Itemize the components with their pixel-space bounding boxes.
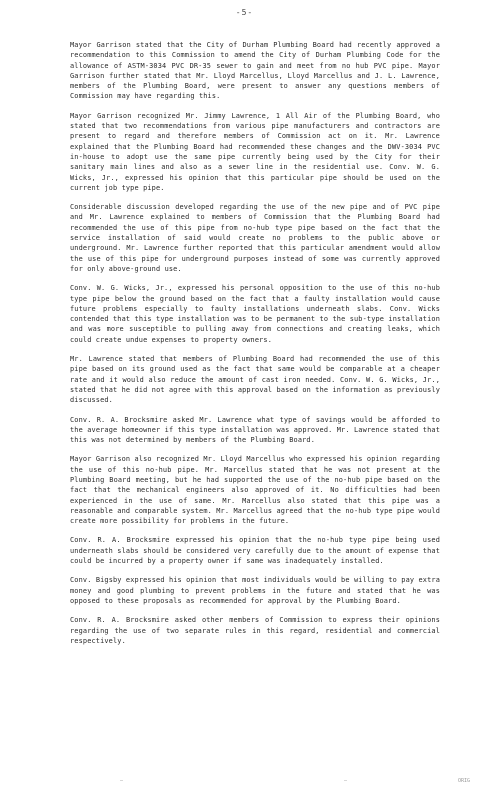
paragraph: Conv. Bigsby expressed his opinion that most individuals would be willing to pay extra money and good plumbing to prevent problems in the future and stated that he was opposed to these proposals as recommended for approval by the Plumbing Board. bbox=[70, 576, 440, 605]
paragraph: Mayor Garrison stated that the City of Durham Plumbing Board had recently approved a recommendation to this Commission to amend the City of Durham Plumbing Code for the allowance of ASTM-3034 PVC DR-35 sewer to gain and meet from no hub PVC pipe. Mayor Garrison further stated that Mr. Lloyd Marcellus, Lloyd Marcellus and J. L. Lawrence, members of the Plumbing Board, were present to answer any questions members of Commission may have regarding this. bbox=[70, 41, 440, 101]
document-body bbox=[70, 40, 440, 655]
paragraph: Mayor Garrison recognized Mr. Jimmy Lawrence, 1 All Air of the Plumbing Board, who stated that two recommendations from various pipe manufacturers and contractors are present to regard and therefore members of Commission act on it. Mr. Lawrence explained that the Plumbing Board had recommended these changes and the DWV-3034 PVC in-house to adopt use the same pipe currently being used by the City for their sanitary main lines and also as a sewer line in the residential use. Conv. W. G. Wicks, Jr., expressed his opinion that this particular pipe should be used on the current job type pipe. bbox=[70, 111, 440, 192]
paragraph: Mayor Garrison also recognized Mr. Lloyd Marcellus who expressed his opinion regarding the use of this no-hub pipe. Mr. Marcellus stated that he was not present at the Plumbing Board meeting, but he had supported the use of the no-hub pipe based on the fact that the mechanical engineers also approved of it. No difficulties had been experienced in the use of same. Mr. Marcellus also stated that this pipe was a reasonable and comparable system. Mr. Marcellus agreed that the no-hub type pipe would create more possibility for problems in the future. bbox=[70, 455, 440, 526]
footer-mark-center: — bbox=[344, 778, 348, 784]
footer-mark-right: ORIG bbox=[458, 778, 471, 784]
footer-mark-left: — bbox=[120, 778, 124, 784]
footer-marks bbox=[0, 778, 489, 790]
page-number: -5- bbox=[235, 8, 254, 17]
paragraph: Conv. R. A. Brocksmire asked Mr. Lawrence what type of savings would be afforded to the average homeowner if this type installation was approved. Mr. Lawrence stated that this was not determined by members of the Plumbing Board. bbox=[70, 415, 440, 445]
paragraph: Mr. Lawrence stated that members of Plumbing Board had recommended the use of this pipe based on its ground used as the fact that same would be comparable at a cheaper rate and it would also reduce the amount of cast iron needed. Conv. W. G. Wicks, Jr., stated that he did not agree with this approval based on the information as previously discussed. bbox=[70, 355, 440, 405]
paragraph: Conv. R. A. Brocksmire asked other members of Commission to express their opinions regarding the use of two separate rules in this regard, residential and commercial respectively. bbox=[70, 616, 440, 645]
paragraph: Considerable discussion developed regarding the use of the new pipe and of PVC pipe and Mr. Lawrence explained to members of Commission that the Plumbing Board had recommended the use of this pipe from no-hub type pipe based on the fact that the service installation of said would create no problems to the public above or underground. Mr. Lawrence further reported that this particular amendment would allow the use of this pipe for underground purposes instead of some was currently approved for only above-ground use. bbox=[70, 203, 440, 273]
paragraph: Conv. W. G. Wicks, Jr., expressed his personal opposition to the use of this no-hub type pipe below the ground based on the fact that a faulty installation would cause future problems especially to faulty installations underneath slabs. Conv. Wicks contended that this type installation was to be permanent to the sub-type installation and was more susceptible to pulling away from connections and creating leaks, which could create undue expenses to property owners. bbox=[70, 284, 440, 344]
paragraph: Conv. R. A. Brocksmire expressed his opinion that the no-hub type pipe being used underneath slabs should be considered very carefully due to the amount of expense that could be incurred by a property owner if same was inadequately installed. bbox=[70, 536, 440, 566]
